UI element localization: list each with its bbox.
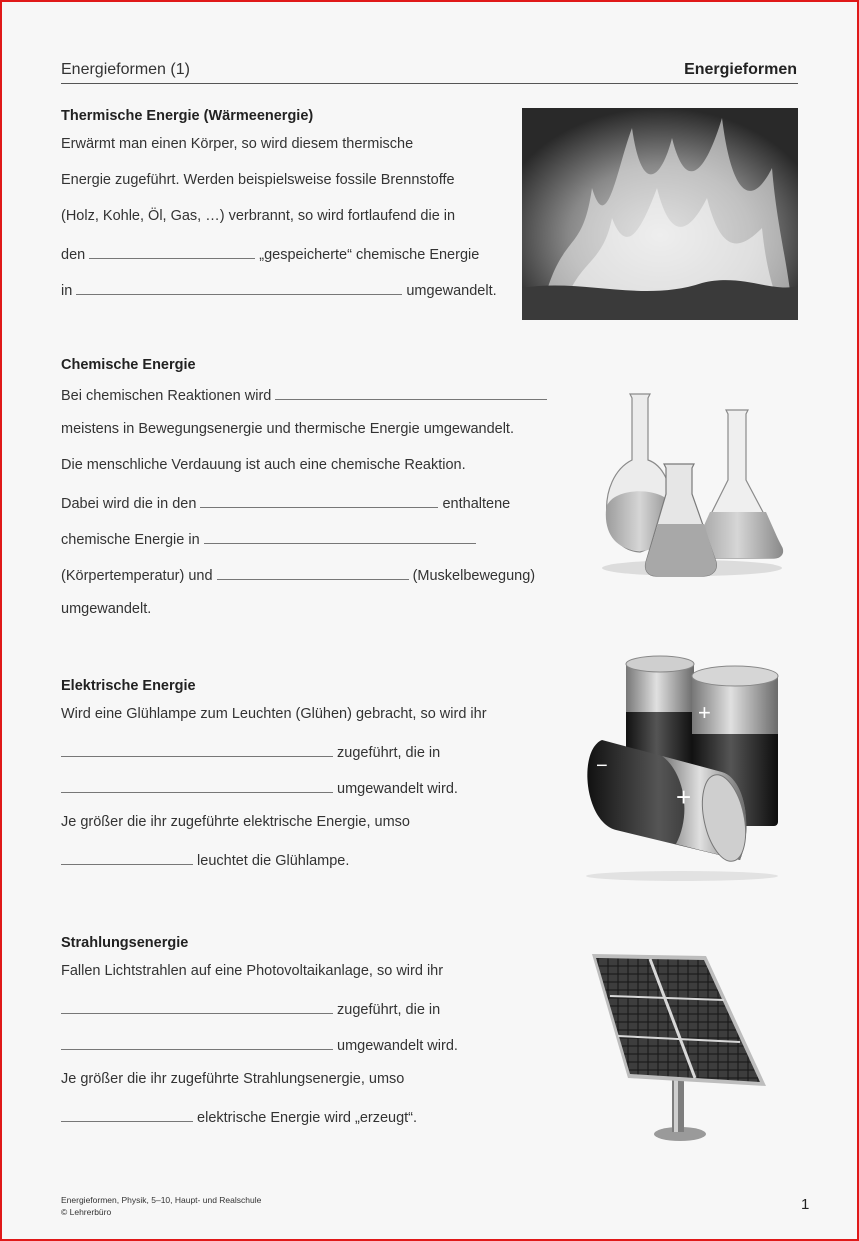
chemical-line-3: Die menschliche Verdauung ist auch eine chemische Reaktion.	[61, 457, 466, 473]
radiation-line-4: Je größer die ihr zugeführte Strahlungsenergie, umso	[61, 1071, 405, 1087]
chemical-line-2: meistens in Bewegungsenergie und thermische Energie umgewandelt.	[61, 421, 514, 437]
thermal-line-5	[61, 280, 497, 299]
footer-copyright: © Lehrerbüro	[61, 1207, 112, 1217]
blank-field[interactable]	[275, 385, 547, 400]
blank-field[interactable]	[217, 565, 409, 580]
electric-line-2-end: zugeführt, die in	[337, 745, 441, 761]
blank-field[interactable]	[61, 999, 333, 1014]
radiation-line-2-end: zugeführt, die in	[337, 1002, 441, 1018]
batteries-photo	[572, 654, 784, 882]
blank-field[interactable]	[61, 850, 193, 865]
fire-photo	[522, 108, 798, 320]
page-number: 1	[801, 1196, 810, 1213]
radiation-line-5-end: elektrische Energie wird „erzeugt“.	[197, 1110, 418, 1126]
thermal-line-1: Erwärmt man einen Körper, so wird diesem thermische	[61, 136, 414, 152]
svg-text:−: −	[596, 755, 608, 777]
thermal-line-5-end: umgewandelt.	[406, 283, 497, 299]
header-divider	[61, 83, 798, 84]
chemical-line-4-end: enthaltene	[442, 496, 511, 512]
blank-field[interactable]	[76, 280, 402, 295]
electric-line-3	[61, 778, 458, 797]
electric-line-5	[61, 850, 349, 869]
thermal-line-5-start: in	[61, 283, 73, 299]
electric-line-5-end: leuchtet die Glühlampe.	[197, 853, 350, 869]
svg-text:+: +	[698, 700, 711, 725]
blank-field[interactable]	[61, 1107, 193, 1122]
chemical-line-4	[61, 493, 510, 512]
svg-text:+: +	[676, 782, 692, 812]
thermal-line-2: Energie zugeführt. Werden beispielsweise fossile Brennstoffe	[61, 172, 455, 188]
radiation-title: Strahlungsenergie	[61, 935, 189, 951]
radiation-line-3-end: umgewandelt wird.	[337, 1038, 458, 1054]
thermal-line-3: (Holz, Kohle, Öl, Gas, …) verbrannt, so wird fortlaufend die in	[61, 208, 456, 224]
thermal-line-4-end: „gespeicherte“ chemische Energie	[259, 247, 480, 263]
blank-field[interactable]	[61, 742, 333, 757]
radiation-line-3	[61, 1035, 458, 1054]
electric-line-2	[61, 742, 440, 761]
chemical-line-6-end: (Muskelbewegung)	[412, 568, 536, 584]
header-topic: Energieformen	[684, 61, 797, 78]
chemical-line-7: umgewandelt.	[61, 601, 152, 617]
thermal-line-4	[61, 244, 479, 263]
flasks-photo	[598, 390, 786, 580]
chemical-line-6	[61, 565, 535, 584]
blank-field[interactable]	[204, 529, 476, 544]
electric-line-4: Je größer die ihr zugeführte elektrische Energie, umso	[61, 814, 410, 830]
radiation-line-5	[61, 1107, 417, 1126]
thermal-line-4-start: den	[61, 247, 86, 263]
chemical-line-5	[61, 529, 476, 548]
chemical-line-5-start: chemische Energie in	[61, 532, 200, 548]
header-title: Energieformen (1)	[61, 61, 190, 78]
blank-field[interactable]	[61, 778, 333, 793]
radiation-line-2	[61, 999, 440, 1018]
chemical-title: Chemische Energie	[61, 357, 196, 373]
blank-field[interactable]	[89, 244, 255, 259]
electric-title: Elektrische Energie	[61, 678, 196, 694]
solar-panel-photo	[588, 950, 770, 1145]
blank-field[interactable]	[61, 1035, 333, 1050]
electric-line-3-end: umgewandelt wird.	[337, 781, 458, 797]
chemical-line-1	[61, 385, 547, 404]
footer-source: Energieformen, Physik, 5–10, Haupt- und Realschule	[61, 1195, 262, 1205]
chemical-line-4-start: Dabei wird die in den	[61, 496, 197, 512]
radiation-line-1: Fallen Lichtstrahlen auf eine Photovoltaikanlage, so wird ihr	[61, 963, 444, 979]
chemical-line-1-start: Bei chemischen Reaktionen wird	[61, 388, 272, 404]
electric-line-1: Wird eine Glühlampe zum Leuchten (Glühen) gebracht, so wird ihr	[61, 706, 487, 722]
blank-field[interactable]	[200, 493, 438, 508]
chemical-line-6-start: (Körpertemperatur) und	[61, 568, 213, 584]
thermal-title: Thermische Energie (Wärmeenergie)	[61, 108, 314, 124]
